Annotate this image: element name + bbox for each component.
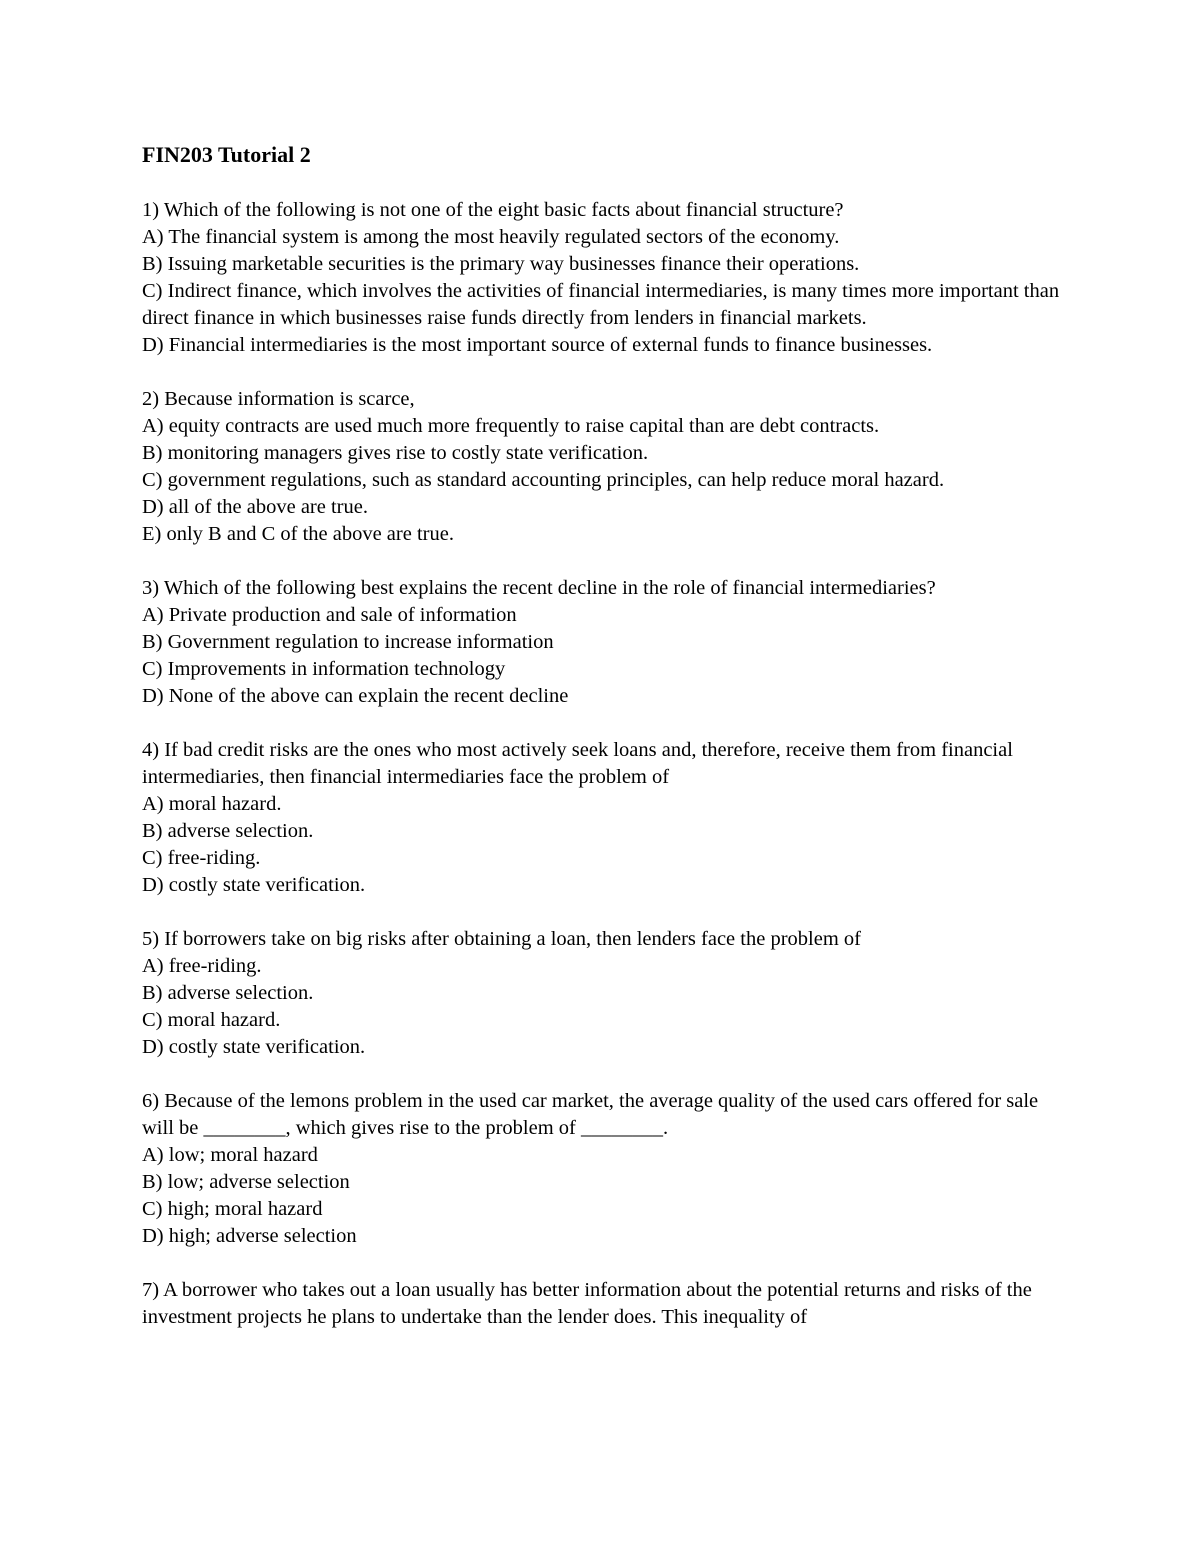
question-text: 4) If bad credit risks are the ones who most actively seek loans and, therefore, receive them from financial intermediaries, then financial intermediaries face the problem of	[142, 739, 1013, 788]
answer-option: D) all of the above are true.	[142, 496, 368, 518]
answer-option: A) low; moral hazard	[142, 1144, 318, 1166]
answer-option: D) high; adverse selection	[142, 1225, 357, 1247]
answer-option: D) None of the above can explain the recent decline	[142, 685, 569, 707]
question-text: 2) Because information is scarce,	[142, 388, 415, 410]
answer-option: C) Indirect finance, which involves the activities of financial intermediaries, is many times more important than direct finance in which businesses raise funds directly from lenders in financial markets.	[142, 280, 1060, 329]
answer-option: C) moral hazard.	[142, 1009, 281, 1031]
question-text: 7) A borrower who takes out a loan usually has better information about the potential returns and risks of the investment projects he plans to undertake than the lender does. This inequality of	[142, 1279, 1032, 1328]
answer-option: B) adverse selection.	[142, 982, 314, 1004]
answer-option: C) high; moral hazard	[142, 1198, 323, 1220]
answer-option: B) Government regulation to increase information	[142, 631, 554, 653]
question-3	[142, 575, 1062, 710]
question-text: 6) Because of the lemons problem in the used car market, the average quality of the used cars offered for sale will be ________, which gives rise to the problem of ________.	[142, 1090, 1039, 1139]
question-4	[142, 737, 1062, 899]
answer-option: B) adverse selection.	[142, 820, 314, 842]
question-5	[142, 926, 1062, 1061]
answer-option: D) costly state verification.	[142, 1036, 366, 1058]
question-text: 3) Which of the following best explains the recent decline in the role of financial intermediaries?	[142, 577, 936, 599]
question-text: 5) If borrowers take on big risks after obtaining a loan, then lenders face the problem of	[142, 928, 861, 950]
question-1	[142, 197, 1062, 359]
answer-option: A) The financial system is among the most heavily regulated sectors of the economy.	[142, 226, 840, 248]
question-7	[142, 1277, 1062, 1331]
answer-option: A) Private production and sale of information	[142, 604, 517, 626]
answer-option: A) free-riding.	[142, 955, 262, 977]
answer-option: B) monitoring managers gives rise to costly state verification.	[142, 442, 649, 464]
document-page	[142, 140, 1062, 1358]
answer-option: C) government regulations, such as standard accounting principles, can help reduce moral hazard.	[142, 469, 945, 491]
answer-option: D) Financial intermediaries is the most important source of external funds to finance businesses.	[142, 334, 933, 356]
answer-option: A) equity contracts are used much more frequently to raise capital than are debt contracts.	[142, 415, 880, 437]
question-2	[142, 386, 1062, 548]
question-6	[142, 1088, 1062, 1250]
document-title: FIN203 Tutorial 2	[142, 142, 311, 167]
answer-option: C) Improvements in information technology	[142, 658, 506, 680]
answer-option: C) free-riding.	[142, 847, 261, 869]
answer-option: B) Issuing marketable securities is the primary way businesses finance their operations.	[142, 253, 860, 275]
answer-option: E) only B and C of the above are true.	[142, 523, 454, 545]
question-text: 1) Which of the following is not one of the eight basic facts about financial structure?	[142, 199, 844, 221]
answer-option: D) costly state verification.	[142, 874, 366, 896]
answer-option: B) low; adverse selection	[142, 1171, 350, 1193]
answer-option: A) moral hazard.	[142, 793, 282, 815]
